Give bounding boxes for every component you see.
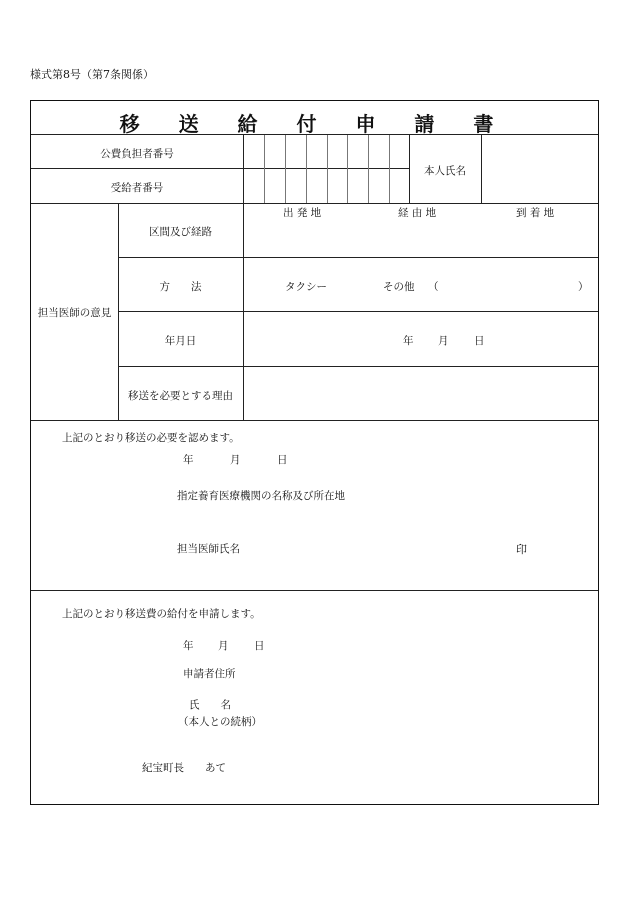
- application-day: 日: [254, 640, 265, 652]
- application-statement: 上記のとおり移送費の給付を申請します。: [62, 608, 261, 620]
- method-taxi[interactable]: タクシー: [285, 281, 327, 293]
- open-paren: （: [428, 281, 439, 293]
- form-title: 移 送 給 付 申 請 書: [119, 112, 510, 136]
- id-section-divider: [31, 203, 598, 204]
- institution-label: 指定養育医療機関の名称及び所在地: [177, 490, 345, 502]
- via-label: 経 由 地: [398, 207, 437, 219]
- method-other[interactable]: その他: [383, 281, 415, 293]
- seal-mark: 印: [516, 543, 527, 556]
- date-day: 日: [474, 335, 485, 347]
- destination-label: 到 着 地: [516, 207, 555, 219]
- application-year: 年: [183, 640, 194, 652]
- certification-month: 月: [230, 454, 241, 466]
- route-row-divider: [118, 257, 598, 258]
- doctor-name-label: 担当医師氏名: [177, 543, 240, 555]
- person-name-label: 本人氏名: [424, 165, 466, 177]
- method-row-divider: [118, 311, 598, 312]
- applicant-name-label: 氏 名: [189, 699, 231, 711]
- form-number: 様式第8号（第7条関係）: [30, 68, 154, 81]
- reason-label: 移送を必要とする理由: [128, 390, 233, 402]
- date-year: 年: [403, 335, 414, 347]
- recipient-number-label: 受給者番号: [110, 182, 164, 194]
- certification-section-divider: [31, 590, 598, 591]
- addressee: 紀宝町長 あて: [142, 762, 226, 774]
- method-label: 方 法: [159, 281, 202, 293]
- reason-field[interactable]: [244, 367, 598, 420]
- public-burden-number-field[interactable]: [244, 135, 409, 168]
- origin-label: 出 発 地: [283, 207, 322, 219]
- application-month: 月: [218, 640, 229, 652]
- doctor-opinion-label: 担当医師の意見: [37, 307, 112, 319]
- recipient-number-field[interactable]: [244, 169, 409, 203]
- person-name-field[interactable]: [482, 135, 598, 203]
- certification-statement: 上記のとおり移送の必要を認めます。: [62, 432, 240, 444]
- date-label: 年月日: [164, 335, 197, 347]
- applicant-address-label: 申請者住所: [183, 668, 236, 680]
- close-paren: ）: [578, 281, 589, 293]
- opinion-section-divider: [31, 420, 598, 421]
- relation-label: （本人との続柄）: [178, 716, 262, 728]
- certification-day: 日: [277, 454, 288, 466]
- route-label: 区間及び経路: [149, 226, 212, 238]
- certification-year: 年: [183, 454, 194, 466]
- public-burden-number-label: 公費負担者番号: [100, 148, 174, 160]
- date-month: 月: [438, 335, 449, 347]
